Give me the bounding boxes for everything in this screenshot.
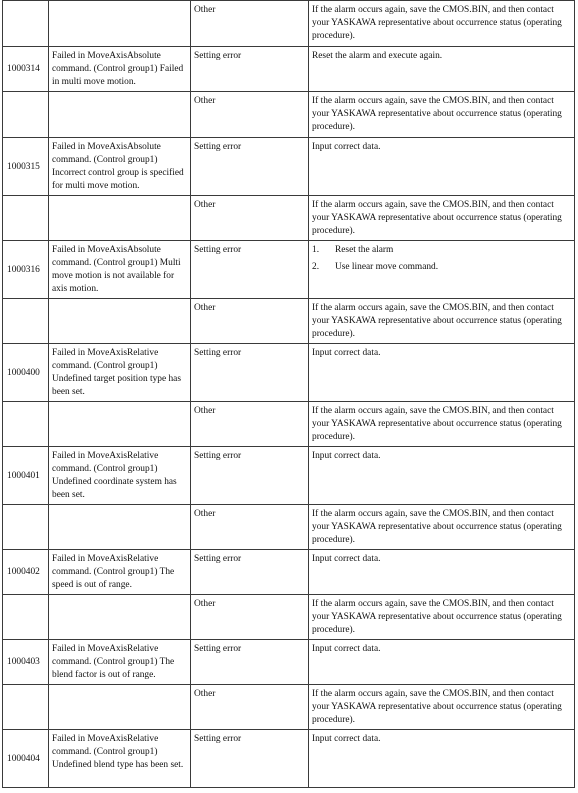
table-row	[3, 595, 575, 640]
alarm-description-cell	[49, 685, 191, 730]
alarm-code-cell	[3, 92, 49, 138]
alarm-description-cell	[49, 92, 191, 138]
remedy-cell	[309, 241, 575, 299]
remedy-steps	[312, 244, 571, 274]
alarm-description-cell	[49, 505, 191, 550]
step-number: 1.	[312, 245, 320, 255]
alarm-code-cell: 1000400	[3, 344, 49, 402]
cause-type-cell: Setting error	[191, 730, 309, 788]
alarm-code-cell: 1000316	[3, 241, 49, 299]
table-row	[3, 138, 575, 196]
table-row	[3, 241, 575, 299]
remedy-cell: If the alarm occurs again, save the CMOS.BIN, and then contact your YASKAWA representative about occurrence status (operating procedure).	[309, 595, 575, 640]
cause-type-cell: Other	[191, 1, 309, 47]
cause-type-cell: Other	[191, 92, 309, 138]
remedy-cell: Input correct data.	[309, 447, 575, 505]
alarm-description-cell: Failed in MoveAxisRelative command. (Control group1) The blend factor is out of range.	[49, 640, 191, 685]
table-row	[3, 640, 575, 685]
alarm-code-cell: 1000315	[3, 138, 49, 196]
table-row	[3, 447, 575, 505]
alarm-description-cell: Failed in MoveAxisAbsolute command. (Control group1) Multi move motion is not available for axis motion.	[49, 241, 191, 299]
cause-type-cell: Other	[191, 402, 309, 447]
alarm-description-cell: Failed in MoveAxisRelative command. (Control group1) Undefined coordinate system has been set.	[49, 447, 191, 505]
alarm-code-cell	[3, 685, 49, 730]
alarm-description-cell: Failed in MoveAxisAbsolute command. (Control group1) Incorrect control group is specified for multi move motion.	[49, 138, 191, 196]
table-row	[3, 685, 575, 730]
table-row	[3, 550, 575, 595]
alarm-description-cell: Failed in MoveAxisRelative command. (Control group1) Undefined target position type has been set.	[49, 344, 191, 402]
remedy-cell: Reset the alarm and execute again.	[309, 47, 575, 92]
remedy-cell: If the alarm occurs again, save the CMOS.BIN, and then contact your YASKAWA representative about occurrence status (operating procedure).	[309, 92, 575, 138]
alarm-code-cell: 1000401	[3, 447, 49, 505]
alarm-description-cell	[49, 595, 191, 640]
table-row	[3, 299, 575, 344]
alarm-code-cell	[3, 1, 49, 47]
alarm-code-cell	[3, 299, 49, 344]
table-row	[3, 196, 575, 241]
remedy-step	[312, 244, 571, 257]
alarm-code-cell: 1000403	[3, 640, 49, 685]
table-row	[3, 730, 575, 788]
remedy-step	[312, 261, 571, 274]
remedy-cell: Input correct data.	[309, 550, 575, 595]
cause-type-cell: Other	[191, 595, 309, 640]
cause-type-cell: Setting error	[191, 344, 309, 402]
alarm-description-cell	[49, 402, 191, 447]
table-row	[3, 505, 575, 550]
remedy-cell: If the alarm occurs again, save the CMOS.BIN, and then contact your YASKAWA representative about occurrence status (operating procedure).	[309, 685, 575, 730]
alarm-description-cell: Failed in MoveAxisRelative command. (Control group1) Undefined blend type has been set.	[49, 730, 191, 788]
cause-type-cell: Setting error	[191, 550, 309, 595]
table-row	[3, 402, 575, 447]
alarm-description-cell: Failed in MoveAxisRelative command. (Control group1) The speed is out of range.	[49, 550, 191, 595]
remedy-cell: Input correct data.	[309, 640, 575, 685]
alarm-table	[2, 0, 575, 788]
table-row	[3, 1, 575, 47]
remedy-cell: If the alarm occurs again, save the CMOS.BIN, and then contact your YASKAWA representative about occurrence status (operating procedure).	[309, 1, 575, 47]
alarm-code-cell: 1000404	[3, 730, 49, 788]
cause-type-cell: Setting error	[191, 138, 309, 196]
alarm-code-cell	[3, 196, 49, 241]
alarm-description-cell	[49, 196, 191, 241]
cause-type-cell: Other	[191, 196, 309, 241]
remedy-cell: If the alarm occurs again, save the CMOS.BIN, and then contact your YASKAWA representative about occurrence status (operating procedure).	[309, 299, 575, 344]
alarm-code-cell	[3, 595, 49, 640]
remedy-cell: Input correct data.	[309, 730, 575, 788]
cause-type-cell: Setting error	[191, 47, 309, 92]
alarm-code-cell: 1000314	[3, 47, 49, 92]
alarm-description-cell	[49, 299, 191, 344]
alarm-code-cell	[3, 402, 49, 447]
remedy-cell: Input correct data.	[309, 344, 575, 402]
cause-type-cell: Other	[191, 685, 309, 730]
remedy-cell: If the alarm occurs again, save the CMOS.BIN, and then contact your YASKAWA representative about occurrence status (operating procedure).	[309, 196, 575, 241]
step-number: 2.	[312, 262, 320, 272]
cause-type-cell: Setting error	[191, 241, 309, 299]
remedy-cell: If the alarm occurs again, save the CMOS.BIN, and then contact your YASKAWA representative about occurrence status (operating procedure).	[309, 505, 575, 550]
alarm-code-cell	[3, 505, 49, 550]
table-row	[3, 92, 575, 138]
cause-type-cell: Setting error	[191, 447, 309, 505]
table-row	[3, 47, 575, 92]
cause-type-cell: Setting error	[191, 640, 309, 685]
alarm-description-cell	[49, 1, 191, 47]
alarm-code-cell: 1000402	[3, 550, 49, 595]
remedy-cell: If the alarm occurs again, save the CMOS.BIN, and then contact your YASKAWA representative about occurrence status (operating procedure).	[309, 402, 575, 447]
alarm-description-cell: Failed in MoveAxisAbsolute command. (Control group1) Failed in multi move motion.	[49, 47, 191, 92]
cause-type-cell: Other	[191, 299, 309, 344]
cause-type-cell: Other	[191, 505, 309, 550]
step-text: Use linear move command.	[335, 262, 439, 272]
table-row	[3, 344, 575, 402]
step-text: Reset the alarm	[335, 245, 394, 255]
remedy-cell: Input correct data.	[309, 138, 575, 196]
